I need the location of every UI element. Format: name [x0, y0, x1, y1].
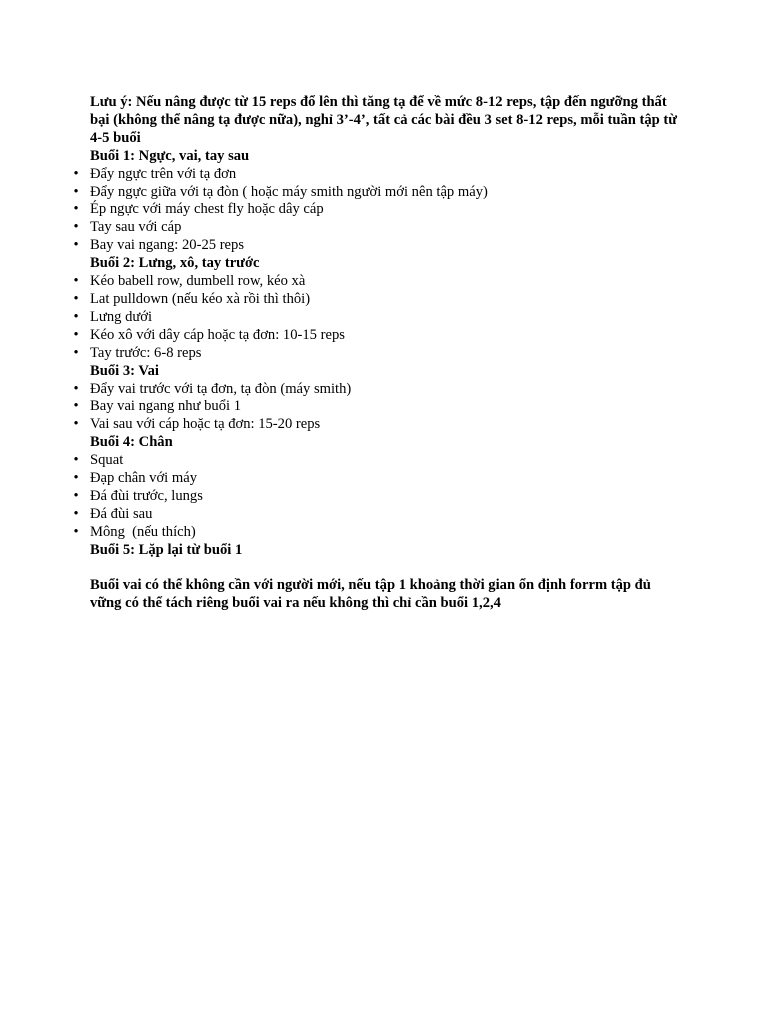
- session-5-title: Buổi 5: Lặp lại từ buổi 1: [90, 541, 243, 558]
- closing-note: Buổi vai có thể không cần với người mới, nếu tập 1 khoảng thời gian ổn định forrm tập đủ vững có thể tách riêng buổi vai ra nếu không thì chỉ cần buổi 1,2,4: [90, 577, 651, 612]
- list-item: [73, 201, 680, 219]
- list-item-text: Đẩy ngực trên với tạ đơn: [90, 165, 237, 182]
- session-3-title: Buổi 3: Vai: [90, 362, 159, 379]
- bullet-icon: •: [73, 273, 79, 290]
- list-item: [73, 308, 680, 327]
- list-item: [73, 344, 680, 363]
- bullet-icon: •: [73, 308, 79, 325]
- list-item-text: Bay vai ngang như buổi 1: [90, 398, 241, 415]
- list-item: [73, 273, 680, 291]
- bullet-icon: •: [73, 290, 79, 307]
- bullet-icon: •: [73, 470, 79, 487]
- list-item: [73, 183, 680, 202]
- bullet-icon: •: [73, 380, 79, 397]
- list-item-text: Đá đùi trước, lungs: [90, 487, 203, 504]
- bullet-icon: •: [73, 505, 79, 522]
- bullet-icon: •: [73, 398, 79, 415]
- bullet-icon: •: [73, 183, 79, 200]
- list-item: [73, 416, 680, 434]
- session-3-list: [73, 380, 680, 435]
- list-item-text: Kéo babell row, dumbell row, kéo xà: [90, 273, 306, 290]
- list-item: [73, 380, 680, 399]
- bullet-icon: •: [73, 237, 79, 254]
- list-item-text: Lat pulldown (nếu kéo xà rồi thì thôi): [90, 290, 311, 307]
- session-1-list: [73, 165, 680, 256]
- list-item: [73, 523, 680, 542]
- list-item-text: Đạp chân với máy: [90, 470, 198, 487]
- list-item-text: Vai sau với cáp hoặc tạ đơn: 15-20 reps: [90, 416, 321, 433]
- bullet-icon: •: [73, 487, 79, 504]
- bullet-icon: •: [73, 326, 79, 343]
- list-item-text: Đá đùi sau: [90, 505, 153, 522]
- bullet-icon: •: [73, 452, 79, 469]
- bullet-icon: •: [73, 344, 79, 361]
- bullet-icon: •: [73, 165, 79, 182]
- blank-line: [90, 560, 680, 578]
- list-item: [73, 505, 680, 524]
- bullet-icon: •: [73, 523, 79, 540]
- list-item: [73, 452, 680, 470]
- bullet-icon: •: [73, 201, 79, 218]
- list-item: [73, 326, 680, 345]
- note-paragraph: Lưu ý: Nếu nâng được từ 15 reps đổ lên thì tăng tạ để về mức 8-12 reps, tập đến ngưỡng thất bại (không thể nâng tạ được nữa), nghỉ 3’-4’, tất cả các bài đều 3 set 8-12 reps, mỗi tuần tập từ 4-5 buổi: [90, 94, 678, 146]
- list-item: [73, 398, 680, 416]
- list-item-text: Đẩy vai trước với tạ đơn, tạ đòn (máy smith): [90, 380, 352, 397]
- list-item-text: Bay vai ngang: 20-25 reps: [90, 237, 245, 254]
- session-2-title: Buổi 2: Lưng, xô, tay trước: [90, 255, 260, 272]
- session-4-title: Buổi 4: Chân: [90, 434, 173, 451]
- document-page: [73, 94, 680, 613]
- bullet-icon: •: [73, 416, 79, 433]
- session-1-title: Buổi 1: Ngực, vai, tay sau: [90, 147, 250, 164]
- list-item: [73, 165, 680, 184]
- session-4-list: [73, 452, 680, 542]
- session-2-list: [73, 273, 680, 363]
- list-item: [73, 470, 680, 488]
- list-item: [73, 219, 680, 237]
- list-item: [73, 237, 680, 255]
- list-item-text: Lưng dưới: [90, 308, 153, 325]
- list-item-text: Mông (nếu thích): [90, 523, 196, 540]
- list-item-text: Tay sau với cáp: [90, 219, 182, 236]
- list-item: [73, 487, 680, 506]
- list-item-text: Squat: [90, 452, 124, 469]
- list-item-text: Kéo xô với dây cáp hoặc tạ đơn: 10-15 reps: [90, 326, 345, 343]
- list-item: [73, 290, 680, 309]
- bullet-icon: •: [73, 219, 79, 236]
- list-item-text: Ép ngực với máy chest fly hoặc dây cáp: [90, 201, 324, 218]
- list-item-text: Đẩy ngực giữa với tạ đòn ( hoặc máy smith người mới nên tập máy): [90, 183, 488, 200]
- list-item-text: Tay trước: 6-8 reps: [90, 344, 202, 361]
